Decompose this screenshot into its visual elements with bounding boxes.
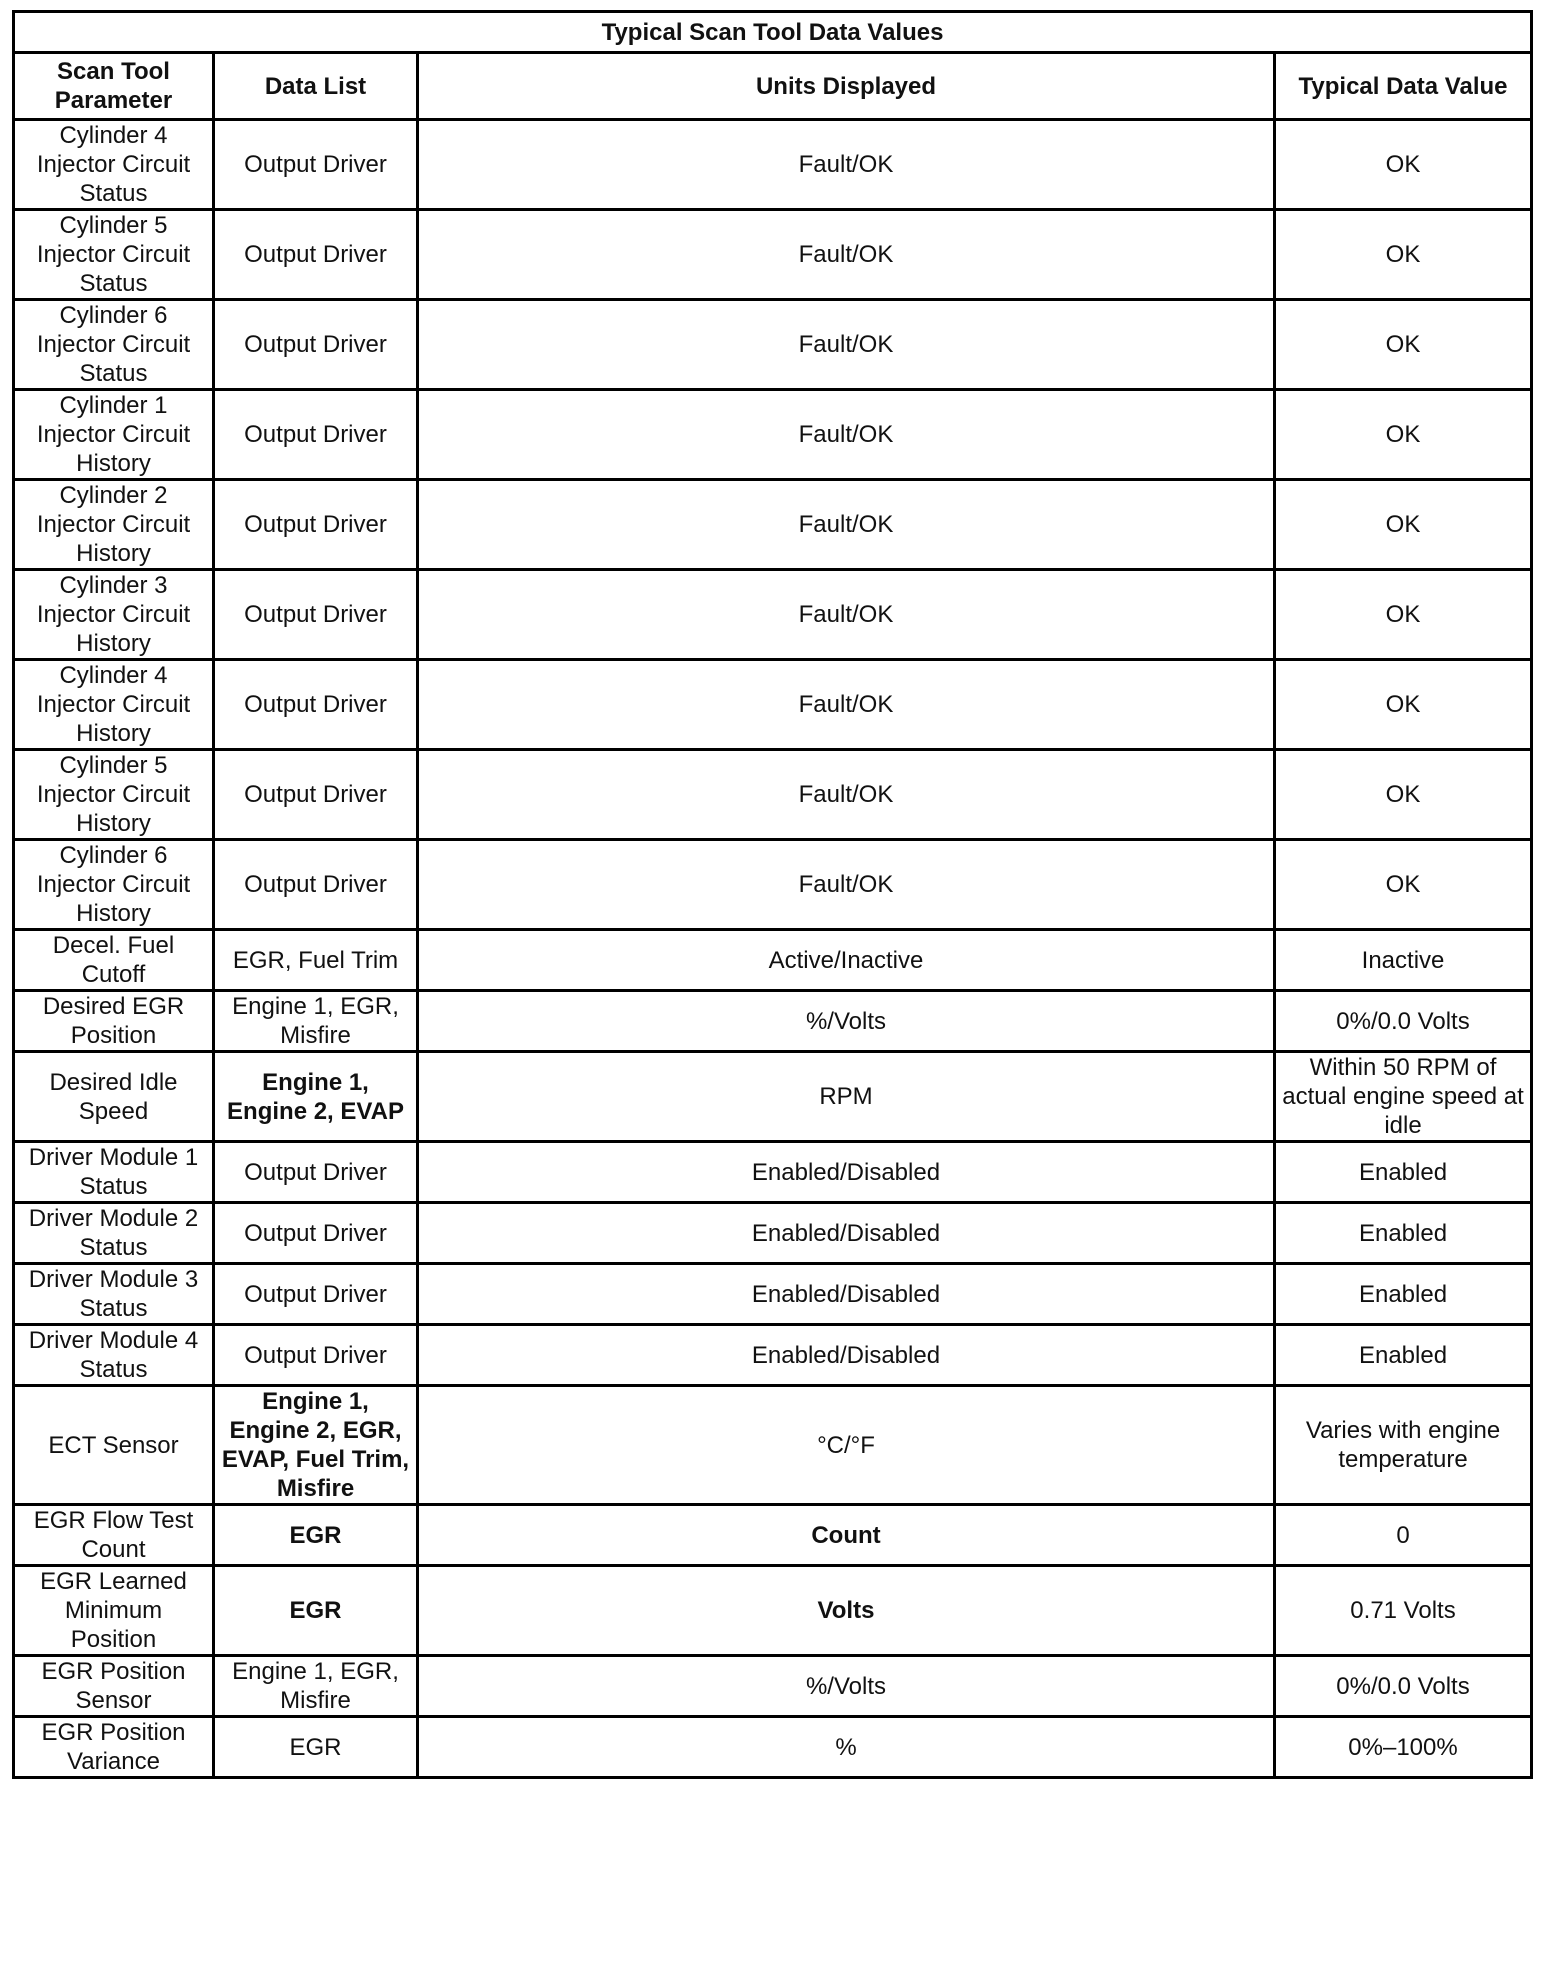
cell-parameter: EGR Position Variance <box>14 1717 214 1778</box>
cell-parameter: Cylinder 2 Injector Circuit History <box>14 480 214 570</box>
table-row <box>14 1325 1532 1386</box>
cell-parameter: EGR Learned Minimum Position <box>14 1566 214 1656</box>
cell-units: Volts <box>418 1566 1275 1656</box>
cell-value: OK <box>1275 750 1532 840</box>
cell-units: Fault/OK <box>418 390 1275 480</box>
cell-value: Enabled <box>1275 1264 1532 1325</box>
cell-data-list: Output Driver <box>214 1142 418 1203</box>
table-row <box>14 660 1532 750</box>
cell-parameter: Cylinder 1 Injector Circuit History <box>14 390 214 480</box>
cell-data-list: EGR <box>214 1566 418 1656</box>
cell-parameter: Desired EGR Position <box>14 991 214 1052</box>
cell-parameter: ECT Sensor <box>14 1386 214 1505</box>
cell-units: Enabled/Disabled <box>418 1142 1275 1203</box>
cell-parameter: Driver Module 2 Status <box>14 1203 214 1264</box>
cell-units: Count <box>418 1505 1275 1566</box>
cell-data-list: EGR <box>214 1505 418 1566</box>
table-row <box>14 1717 1532 1778</box>
table-row <box>14 390 1532 480</box>
cell-data-list: EGR, Fuel Trim <box>214 930 418 991</box>
cell-parameter: Cylinder 6 Injector Circuit Status <box>14 300 214 390</box>
cell-data-list: Engine 1, Engine 2, EGR, EVAP, Fuel Trim, Misfire <box>214 1386 418 1505</box>
table-row <box>14 750 1532 840</box>
cell-value: 0 <box>1275 1505 1532 1566</box>
cell-data-list: Output Driver <box>214 840 418 930</box>
table-row <box>14 1264 1532 1325</box>
cell-value: OK <box>1275 480 1532 570</box>
cell-data-list: Output Driver <box>214 480 418 570</box>
table-row <box>14 210 1532 300</box>
header-scan-tool-parameter: Scan Tool Parameter <box>14 53 214 120</box>
table-row <box>14 840 1532 930</box>
table-row <box>14 1656 1532 1717</box>
cell-parameter: Decel. Fuel Cutoff <box>14 930 214 991</box>
table-row <box>14 480 1532 570</box>
scan-tool-data-table <box>12 10 1533 1779</box>
cell-parameter: EGR Position Sensor <box>14 1656 214 1717</box>
cell-data-list: Output Driver <box>214 750 418 840</box>
header-typical-data-value: Typical Data Value <box>1275 53 1532 120</box>
cell-data-list: Output Driver <box>214 570 418 660</box>
cell-units: Fault/OK <box>418 480 1275 570</box>
cell-value: OK <box>1275 210 1532 300</box>
cell-units: RPM <box>418 1052 1275 1142</box>
cell-value: OK <box>1275 120 1532 210</box>
header-row <box>14 53 1532 120</box>
cell-value: OK <box>1275 390 1532 480</box>
cell-value: OK <box>1275 570 1532 660</box>
cell-units: %/Volts <box>418 1656 1275 1717</box>
table-row <box>14 930 1532 991</box>
cell-units: %/Volts <box>418 991 1275 1052</box>
cell-units: Fault/OK <box>418 210 1275 300</box>
table-row <box>14 1052 1532 1142</box>
cell-parameter: Driver Module 4 Status <box>14 1325 214 1386</box>
cell-value: OK <box>1275 300 1532 390</box>
cell-units: Enabled/Disabled <box>418 1203 1275 1264</box>
cell-units: Active/Inactive <box>418 930 1275 991</box>
cell-parameter: Driver Module 1 Status <box>14 1142 214 1203</box>
cell-data-list: EGR <box>214 1717 418 1778</box>
cell-units: Fault/OK <box>418 120 1275 210</box>
cell-data-list: Output Driver <box>214 210 418 300</box>
cell-data-list: Engine 1, EGR, Misfire <box>214 1656 418 1717</box>
table-title: Typical Scan Tool Data Values <box>14 12 1532 53</box>
cell-value: Enabled <box>1275 1142 1532 1203</box>
table-row <box>14 300 1532 390</box>
cell-units: Fault/OK <box>418 750 1275 840</box>
cell-data-list: Output Driver <box>214 1203 418 1264</box>
cell-units: Enabled/Disabled <box>418 1264 1275 1325</box>
cell-parameter: Cylinder 5 Injector Circuit History <box>14 750 214 840</box>
table-row <box>14 120 1532 210</box>
cell-parameter: Cylinder 4 Injector Circuit History <box>14 660 214 750</box>
cell-data-list: Output Driver <box>214 1264 418 1325</box>
header-data-list: Data List <box>214 53 418 120</box>
cell-units: Fault/OK <box>418 570 1275 660</box>
cell-parameter: Cylinder 4 Injector Circuit Status <box>14 120 214 210</box>
cell-units: Enabled/Disabled <box>418 1325 1275 1386</box>
cell-value: 0.71 Volts <box>1275 1566 1532 1656</box>
cell-value: OK <box>1275 840 1532 930</box>
cell-units: Fault/OK <box>418 300 1275 390</box>
cell-parameter: Cylinder 5 Injector Circuit Status <box>14 210 214 300</box>
cell-value: Within 50 RPM of actual engine speed at idle <box>1275 1052 1532 1142</box>
table-row <box>14 1386 1532 1505</box>
cell-data-list: Engine 1, Engine 2, EVAP <box>214 1052 418 1142</box>
cell-value: Inactive <box>1275 930 1532 991</box>
cell-units: Fault/OK <box>418 840 1275 930</box>
table-row <box>14 991 1532 1052</box>
cell-data-list: Engine 1, EGR, Misfire <box>214 991 418 1052</box>
cell-data-list: Output Driver <box>214 1325 418 1386</box>
cell-units: °C/°F <box>418 1386 1275 1505</box>
header-units-displayed: Units Displayed <box>418 53 1275 120</box>
cell-parameter: Cylinder 3 Injector Circuit History <box>14 570 214 660</box>
cell-value: OK <box>1275 660 1532 750</box>
cell-value: 0%/0.0 Volts <box>1275 991 1532 1052</box>
cell-parameter: Driver Module 3 Status <box>14 1264 214 1325</box>
table-row <box>14 1505 1532 1566</box>
cell-data-list: Output Driver <box>214 390 418 480</box>
cell-data-list: Output Driver <box>214 120 418 210</box>
cell-data-list: Output Driver <box>214 300 418 390</box>
document-page <box>12 10 1530 1779</box>
table-row <box>14 570 1532 660</box>
cell-data-list: Output Driver <box>214 660 418 750</box>
cell-value: Enabled <box>1275 1203 1532 1264</box>
cell-parameter: EGR Flow Test Count <box>14 1505 214 1566</box>
cell-units: % <box>418 1717 1275 1778</box>
cell-value: Enabled <box>1275 1325 1532 1386</box>
table-row <box>14 1566 1532 1656</box>
table-row <box>14 1142 1532 1203</box>
table-row <box>14 1203 1532 1264</box>
cell-value: 0%–100% <box>1275 1717 1532 1778</box>
cell-value: Varies with engine temperature <box>1275 1386 1532 1505</box>
cell-parameter: Desired Idle Speed <box>14 1052 214 1142</box>
cell-parameter: Cylinder 6 Injector Circuit History <box>14 840 214 930</box>
cell-units: Fault/OK <box>418 660 1275 750</box>
cell-value: 0%/0.0 Volts <box>1275 1656 1532 1717</box>
